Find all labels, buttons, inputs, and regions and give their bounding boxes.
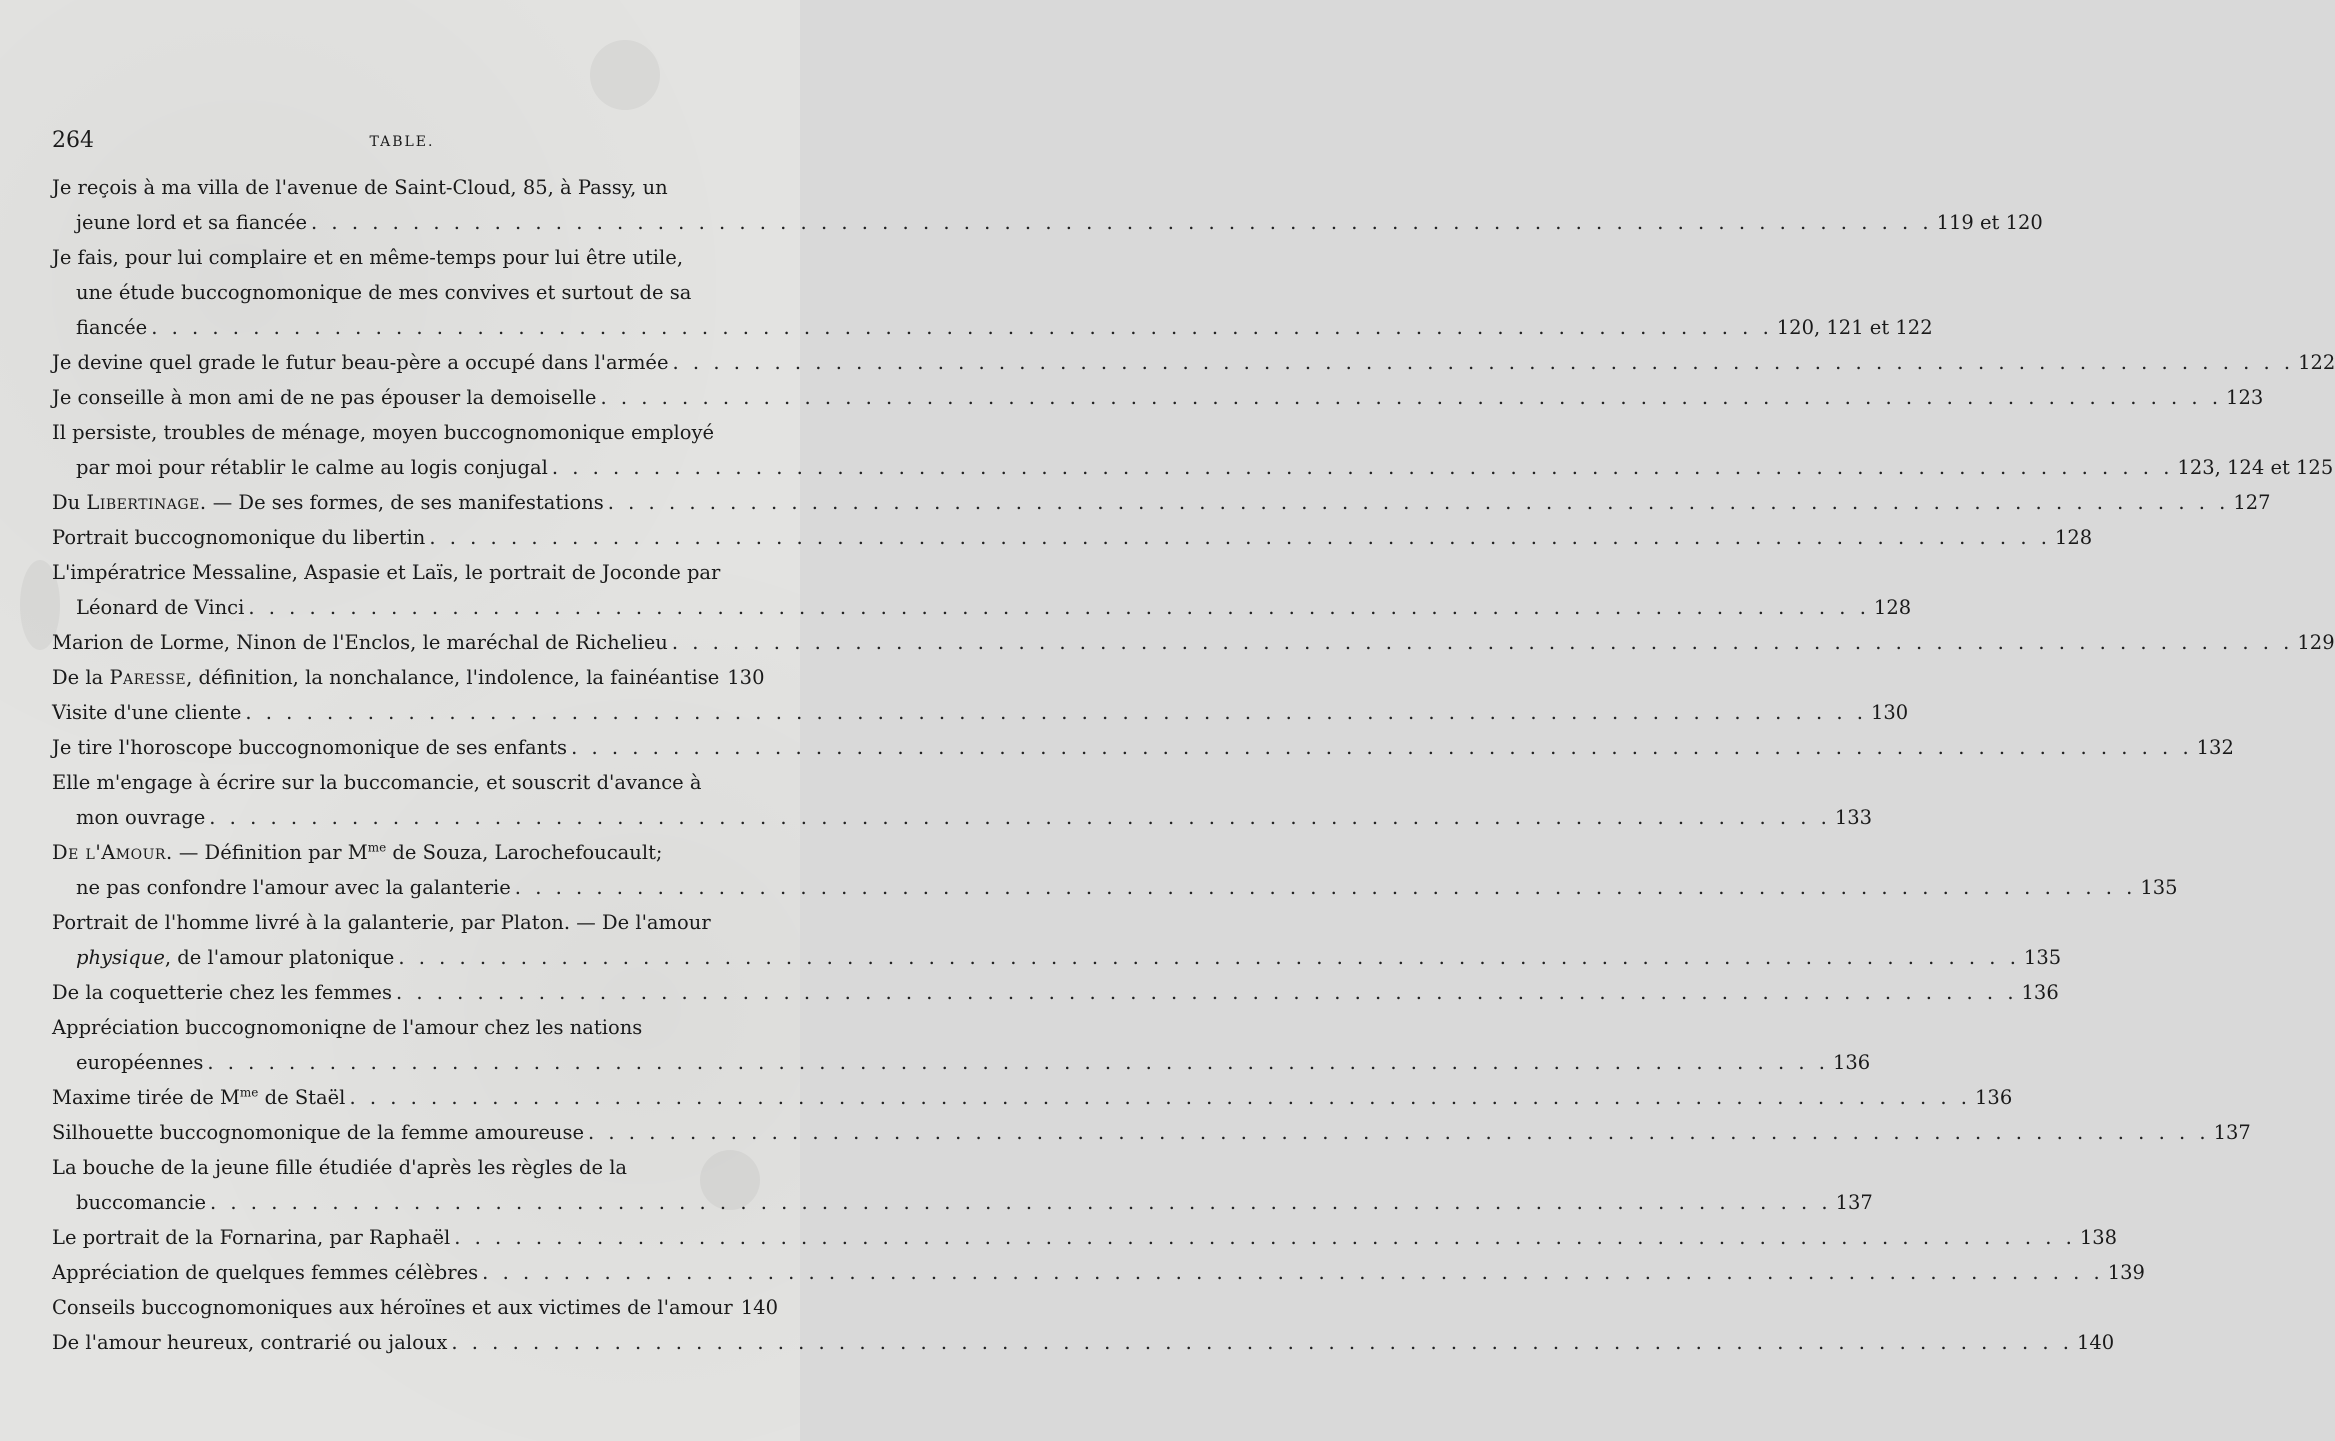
toc-entry xyxy=(52,1080,2013,1115)
toc-entry xyxy=(52,625,2335,660)
toc-entry-line: une étude buccognomonique de mes convives et surtout de sa xyxy=(76,281,692,304)
toc-entry xyxy=(52,1010,1871,1080)
toc-entry-text: Je devine quel grade le futur beau-père a occupé dans l'armée xyxy=(52,351,669,374)
toc-entry-text: Léonard de Vinci xyxy=(76,596,245,619)
toc-entry xyxy=(52,415,2334,485)
toc-entry-text: De la coquetterie chez les femmes xyxy=(52,981,392,1004)
toc-entry xyxy=(52,1290,778,1325)
toc-entry xyxy=(52,730,2234,765)
page-header xyxy=(52,128,752,158)
toc-entry-text: physique, de l'amour platonique xyxy=(76,946,395,969)
page-number: 264 xyxy=(52,128,94,153)
leader-dots: . . . . . . . . . . . . . . . . . . . . . . . . . . . . . . . . . . . . . . . . . . . . . . . . . . . . . . . . . . . . . . . . . . . . . . . . . . . . . . . . xyxy=(209,806,1831,829)
leader-dots: . . . . . . . . . . . . . . . . . . . . . . . . . . . . . . . . . . . . . . . . . . . . . . . . . . . . . . . . . . . . . . . . . . . . . . . . . . . . . . . . xyxy=(588,1121,2210,1144)
toc-entry-last-line xyxy=(52,1290,778,1325)
toc-page-number: 137 xyxy=(1835,1191,1873,1214)
toc-entry xyxy=(52,240,1933,345)
leader-dots: . . . . . . . . . . . . . . . . . . . . . . . . . . . . . . . . . . . . . . . . . . . . . . . . . . . . . . . . . . . . . . . . . . . . . . . . . . . . . . . . xyxy=(395,981,2018,1004)
toc-entry-last-line xyxy=(52,695,1909,730)
toc-entry-text: Je tire l'horoscope buccognomonique de ses enfants xyxy=(52,736,568,759)
toc-entry-text: Portrait buccognomonique du libertin xyxy=(52,526,426,549)
leader-dots: . . . . . . . . . . . . . . . . . . . . . . . . . . . . . . . . . . . . . . . . . . . . . . . . . . . . . . . . . . . . . . . . . . . . . . . . . . . . . . . . xyxy=(671,631,2294,654)
toc-entry xyxy=(52,975,2059,1010)
toc-entry-last-line xyxy=(52,1185,1873,1220)
toc-entry xyxy=(52,345,2335,380)
leader-dots: . . . . . . . . . . . . . . . . . . . . . . . . . . . . . . . . . . . . . . . . . . . . . . . . . . . . . . . . . . . . . . . . . . . . . . . . . . . . . . . . xyxy=(210,1191,1832,1214)
toc-page-number: 135 xyxy=(2023,946,2062,969)
toc-entry-text: De l'amour heureux, contrarié ou jaloux xyxy=(52,1331,448,1354)
leader-dots: . . . . . . . . . . . . . . . . . . . . . . . . . . . . . . . . . . . . . . . . . . . . . . . . . . . . . . . . . . . . . . . . . . . . . . . . . . . . . . . . xyxy=(248,596,1870,619)
toc-page-number: 140 xyxy=(2076,1331,2115,1354)
toc-entry-last-line xyxy=(52,1220,2118,1255)
toc-page-number: 128 xyxy=(1873,596,1912,619)
toc-entry xyxy=(52,1150,1873,1220)
toc-entry xyxy=(52,520,2093,555)
toc-entry-text: buccomancie xyxy=(76,1191,206,1214)
toc-entry-last-line xyxy=(52,730,2234,765)
toc-entry-text: Le portrait de la Fornarina, par Raphaël xyxy=(52,1226,451,1249)
leader-dots: . . . . . . . . . . . . . . . . . . . . . . . . . . . . . . . . . . . . . . . . . . . . . . . . . . . . . . . . . . . . . . . . . . . . . . . . . . . . . . . . xyxy=(571,736,2193,759)
toc-page-number: 123 xyxy=(2226,386,2264,409)
toc-entry-line: L'impératrice Messaline, Aspasie et Laïs, le portrait de Joconde par xyxy=(52,561,721,584)
toc-entry-line: Je fais, pour lui complaire et en même-temps pour lui être utile, xyxy=(52,246,684,269)
toc-entry-last-line xyxy=(52,345,2335,380)
toc-entry xyxy=(52,1220,2118,1255)
leader-dots: . . . . . . . . . . . . . . . . . . . . . . . . . . . . . . . . . . . . . . . . . . . . . . . . . . . . . . . . . . . . . . . . . . . . . . . . . . . . . . . . xyxy=(207,1051,1829,1074)
toc-entry-last-line xyxy=(52,1045,1871,1080)
toc-entry-line: De l'Amour. — Définition par $M^{me}$ de Souza, Larochefoucault; xyxy=(52,840,663,864)
toc-entry xyxy=(52,835,2178,905)
toc-entry xyxy=(52,905,2062,975)
toc-entry xyxy=(52,1115,2251,1150)
leader-dots: . . . . . . . . . . . . . . . . . . . . . . . . . . . . . . . . . . . . . . . . . . . . . . . . . . . . . . . . . . . . . . . . . . . . . . . . . . . . . . . . xyxy=(311,211,1933,234)
toc-page-number: 130 xyxy=(1870,701,1909,724)
toc-entry-last-line xyxy=(52,1115,2251,1150)
toc-page-number: 139 xyxy=(2107,1261,2145,1284)
toc-entry-text: Je conseille à mon ami de ne pas épouser la demoiselle xyxy=(52,386,597,409)
toc-entry-last-line xyxy=(52,660,765,695)
toc-entry-line: Portrait de l'homme livré à la galanterie, par Platon. — De l'amour xyxy=(52,911,711,934)
toc-entry-text: Conseils buccognomoniques aux héroïnes et aux victimes de l'amour xyxy=(52,1296,733,1319)
toc-entry xyxy=(52,660,765,695)
toc-entry-text: Visite d'une cliente xyxy=(52,701,242,724)
toc-entry-last-line xyxy=(52,205,2043,240)
toc-entry xyxy=(52,380,2264,415)
toc-entry-line: Je reçois à ma villa de l'avenue de Saint-Cloud, 85, à Passy, un xyxy=(52,176,668,199)
toc-page-number: 136 xyxy=(1975,1086,2013,1109)
toc-page-number: 120, 121 et 122 xyxy=(1776,316,1933,339)
leader-dots: . . . . . . . . . . . . . . . . . . . . . . . . . . . . . . . . . . . . . . . . . . . . . . . . . . . . . . . . . . . . . . . . . . . . . . . . . . . . . . . . xyxy=(454,1226,2076,1249)
toc-entry-line: Appréciation buccognomoniqne de l'amour chez les nations xyxy=(52,1016,643,1039)
toc-entry-last-line xyxy=(52,870,2178,905)
toc-entry-last-line xyxy=(52,590,1912,625)
toc-page-number: 135 xyxy=(2140,876,2178,899)
toc-entry-text: jeune lord et sa fiancée xyxy=(76,211,308,234)
toc-entry-last-line xyxy=(52,485,2271,520)
leader-dots: . . . . . . . . . . . . . . . . . . . . . . . . . . . . . . . . . . . . . . . . . . . . . . . . . . . . . . . . . . . . . . . . . . . . . . . . . . . . . . . . xyxy=(482,1261,2104,1284)
toc-entry-last-line xyxy=(52,1325,2115,1360)
toc-page-number: 119 et 120 xyxy=(1936,211,2043,234)
toc-entry xyxy=(52,1255,2145,1290)
toc-page-number: 127 xyxy=(2233,491,2271,514)
toc-entry-last-line xyxy=(52,450,2334,485)
toc-entry-text: Maxime tirée de $M^{me}$ de Staël xyxy=(52,1085,346,1109)
leader-dots: . . . . . . . . . . . . . . . . . . . . . . . . . . . . . . . . . . . . . . . . . . . . . . . . . . . . . . . . . . . . . . . . . . . . . . . . . . . . . . . . xyxy=(429,526,2051,549)
toc-entry-last-line xyxy=(52,1255,2145,1290)
leader-dots: . . . . . . . . . . . . . . . . . . . . . . . . . . . . . . . . . . . . . . . . . . . . . . . . . . . . . . . . . . . . . . . . . . . . . . . . . . . . . . . . xyxy=(514,876,2137,899)
toc-page-number: 129 xyxy=(2297,631,2335,654)
toc-entry-line: La bouche de la jeune fille étudiée d'après les règles de la xyxy=(52,1156,628,1179)
toc-entry-text: mon ouvrage xyxy=(76,806,206,829)
toc-entry-text: Marion de Lorme, Ninon de l'Enclos, le maréchal de Richelieu xyxy=(52,631,668,654)
toc-entry-text: Du Libertinage. — De ses formes, de ses manifestations xyxy=(52,491,604,514)
toc-entry-last-line xyxy=(52,380,2264,415)
toc-entry-last-line xyxy=(52,520,2093,555)
toc-entry-text: européennes xyxy=(76,1051,204,1074)
leader-dots: . . . . . . . . . . . . . . . . . . . . . . . . . . . . . . . . . . . . . . . . . . . . . . . . . . . . . . . . . . . . . . . . . . . . . . . . . . . . . . . . xyxy=(398,946,2020,969)
toc-entry xyxy=(52,1325,2115,1360)
toc-entry-last-line xyxy=(52,975,2059,1010)
leader-dots: . . . . . . . . . . . . . . . . . . . . . . . . . . . . . . . . . . . . . . . . . . . . . . . . . . . . . . . . . . . . . . . . . . . . . . . . . . . . . . . . xyxy=(551,456,2174,479)
toc-entry-line: Il persiste, troubles de ménage, moyen buccognomonique employé xyxy=(52,421,715,444)
paper-stain xyxy=(590,40,660,110)
leader-dots: . . . . . . . . . . . . . . . . . . . . . . . . . . . . . . . . . . . . . . . . . . . . . . . . . . . . . . . . . . . . . . . . . . . . . . . . . . . . . . . . xyxy=(245,701,1867,724)
toc-entry-last-line xyxy=(52,940,2062,975)
toc-entry-text: fiancée xyxy=(76,316,148,339)
toc-entry-text: par moi pour rétablir le calme au logis conjugal xyxy=(76,456,548,479)
toc-entry-last-line xyxy=(52,310,1933,345)
toc-entry-last-line xyxy=(52,625,2335,660)
leader-dots: . . . . . . . . . . . . . . . . . . . . . . . . . . . . . . . . . . . . . . . . . . . . . . . . . . . . . . . . . . . . . . . . . . . . . . . . . . . . . . . . xyxy=(451,1331,2073,1354)
toc-page-number: 136 xyxy=(1832,1051,1871,1074)
toc-entry-text: De la Paresse, définition, la nonchalance, l'indolence, la fainéantise xyxy=(52,666,720,689)
toc-entry xyxy=(52,555,1912,625)
toc-page-number: 123, 124 et 125 xyxy=(2177,456,2334,479)
toc-page-number: 138 xyxy=(2079,1226,2118,1249)
toc-entry-last-line xyxy=(52,800,1873,835)
toc-entry xyxy=(52,170,2043,240)
toc-page-number: 122 xyxy=(2298,351,2335,374)
toc-page-number: 128 xyxy=(2054,526,2093,549)
toc-page-number: 137 xyxy=(2213,1121,2251,1144)
toc-entry-text: ne pas confondre l'amour avec la galanterie xyxy=(76,876,511,899)
toc-page-number: 136 xyxy=(2021,981,2059,1004)
leader-dots: . . . . . . . . . . . . . . . . . . . . . . . . . . . . . . . . . . . . . . . . . . . . . . . . . . . . . . . . . . . . . . . . . . . . . . . . . . . . . . . . xyxy=(607,491,2230,514)
leader-dots: . . . . . . . . . . . . . . . . . . . . . . . . . . . . . . . . . . . . . . . . . . . . . . . . . . . . . . . . . . . . . . . . . . . . . . . . . . . . . . . . xyxy=(600,386,2223,409)
toc-entry xyxy=(52,765,1873,835)
toc-entry xyxy=(52,695,1909,730)
toc-entry-text: Appréciation de quelques femmes célèbres xyxy=(52,1261,479,1284)
toc-page-number: 133 xyxy=(1834,806,1873,829)
running-title: TABLE. xyxy=(369,134,435,150)
leader-dots: . . . . . . . . . . . . . . . . . . . . . . . . . . . . . . . . . . . . . . . . . . . . . . . . . . . . . . . . . . . . . . . . . . . . . . . . . . . . . . . . xyxy=(672,351,2295,374)
toc-page-number: 130 xyxy=(727,666,765,689)
table-of-contents xyxy=(52,170,2335,1360)
toc-entry-text: Silhouette buccognomonique de la femme amoureuse xyxy=(52,1121,584,1144)
toc-entry-last-line xyxy=(52,1080,2013,1115)
toc-entry xyxy=(52,485,2271,520)
leader-dots: . . . . . . . . . . . . . . . . . . . . . . . . . . . . . . . . . . . . . . . . . . . . . . . . . . . . . . . . . . . . . . . . . . . . . . . . . . . . . . . . xyxy=(349,1086,1971,1109)
toc-page-number: 140 xyxy=(740,1296,778,1319)
leader-dots: . . . . . . . . . . . . . . . . . . . . . . . . . . . . . . . . . . . . . . . . . . . . . . . . . . . . . . . . . . . . . . . . . . . . . . . . . . . . . . . . xyxy=(151,316,1773,339)
toc-page-number: 132 xyxy=(2196,736,2234,759)
toc-entry-line: Elle m'engage à écrire sur la buccomancie, et souscrit d'avance à xyxy=(52,771,702,794)
